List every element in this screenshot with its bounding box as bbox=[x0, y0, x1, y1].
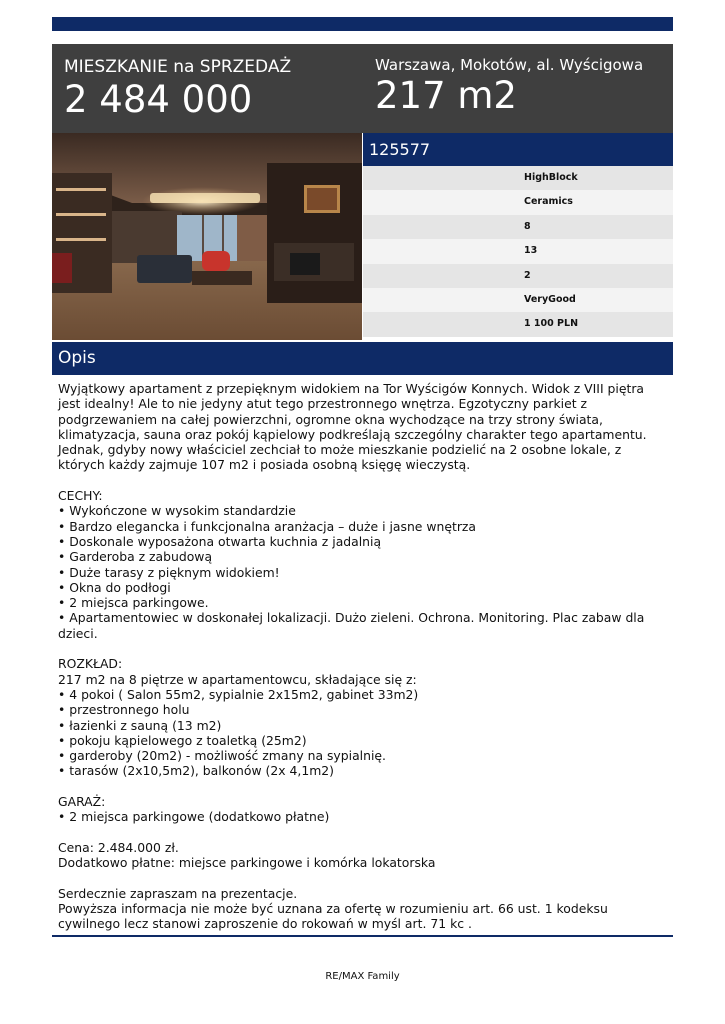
specs-table bbox=[363, 166, 673, 337]
header-left bbox=[64, 56, 359, 121]
spec-row: VeryGood bbox=[363, 288, 673, 312]
section-title: Opis bbox=[52, 342, 673, 375]
spec-row: 8 bbox=[363, 215, 673, 239]
listing-header bbox=[52, 44, 673, 133]
apartment-photo bbox=[52, 133, 362, 340]
spec-row: Ceramics bbox=[363, 190, 673, 214]
spec-row: 13 bbox=[363, 239, 673, 263]
top-accent-bar bbox=[52, 17, 673, 31]
listing-address: Warszawa, Mokotów, al. Wyścigowa bbox=[375, 56, 644, 74]
header-right bbox=[375, 55, 665, 117]
footer-agency: RE/MAX Family bbox=[325, 971, 400, 982]
listing-price: 2 484 000 bbox=[64, 78, 253, 121]
bottom-divider bbox=[52, 935, 673, 937]
spec-row: 2 bbox=[363, 264, 673, 288]
description-text: Wyjątkowy apartament z przepięknym widokiem na Tor Wyścigów Konnych. Widok z VIII piętra jest idealny! Ale to nie jedyny atut tego przestronnego wnętrza. Egzotyczny parkiet z podgrzewaniem na całej powierzchni, ogromne okna wychodzące na trzy strony świata, klimatyzacja, sauna oraz pokój kąpielowy podkreślają szczególny charakter tego apartamentu. Jednak, gdyby nowy właściciel zechciał to może mieszkanie podzielić na 2 osobne lokale, z których każdy zajmuje 107 m2 i posiada osobną księgę wieczystą. CECHY: • Wykończone w wysokim standardzie • Bardzo elegancka i funkcjonalna aranżacja – duże i jasne wnętrza • Doskonale wyposażona otwarta kuchnia z jadalnią • Garderoba z zabudową • Duże tarasy z pięknym widokiem! • Okna do podłogi • 2 miejsca parkingowe. • Apartamentowiec w doskonałej lokalizacji. Dużo zieleni. Ochrona. Monitoring. Plac zabaw dla dzieci. ROZKŁAD: 217 m2 na 8 piętrze w apartamentowcu, składające się z: • 4 pokoi ( Salon 55m2, sypialnie 2x15m2, gabinet 33m2) • przestronnego holu • łazienki z sauną (13 m2) • pokoju kąpielowego z toaletką (25m2) • garderoby (20m2) - możliwość zmany na sypialnię. • tarasów (2x10,5m2), balkonów (2x 4,1m2) GARAŻ: • 2 miejsca parkingowe (dodatkowo płatne) Cena: 2.484.000 zł. Dodatkowo płatne: miejsce parkingowe i komórka lokatorska Serdecznie zapraszam na prezentacje. Powyższa informacja nie może być uznana za ofertę w rozumieniu art. 66 ust. 1 kodeksu cywilnego lecz stanowi zaproszenie do rokowań w myśl art. 71 kc . bbox=[58, 381, 647, 932]
listing-area: 217 m2 bbox=[375, 74, 517, 117]
listing-type: MIESZKANIE na SPRZEDAŻ bbox=[64, 57, 292, 77]
listing-id: 125577 bbox=[363, 133, 673, 166]
spec-row: HighBlock bbox=[363, 166, 673, 190]
spec-row: 1 100 PLN bbox=[363, 312, 673, 336]
